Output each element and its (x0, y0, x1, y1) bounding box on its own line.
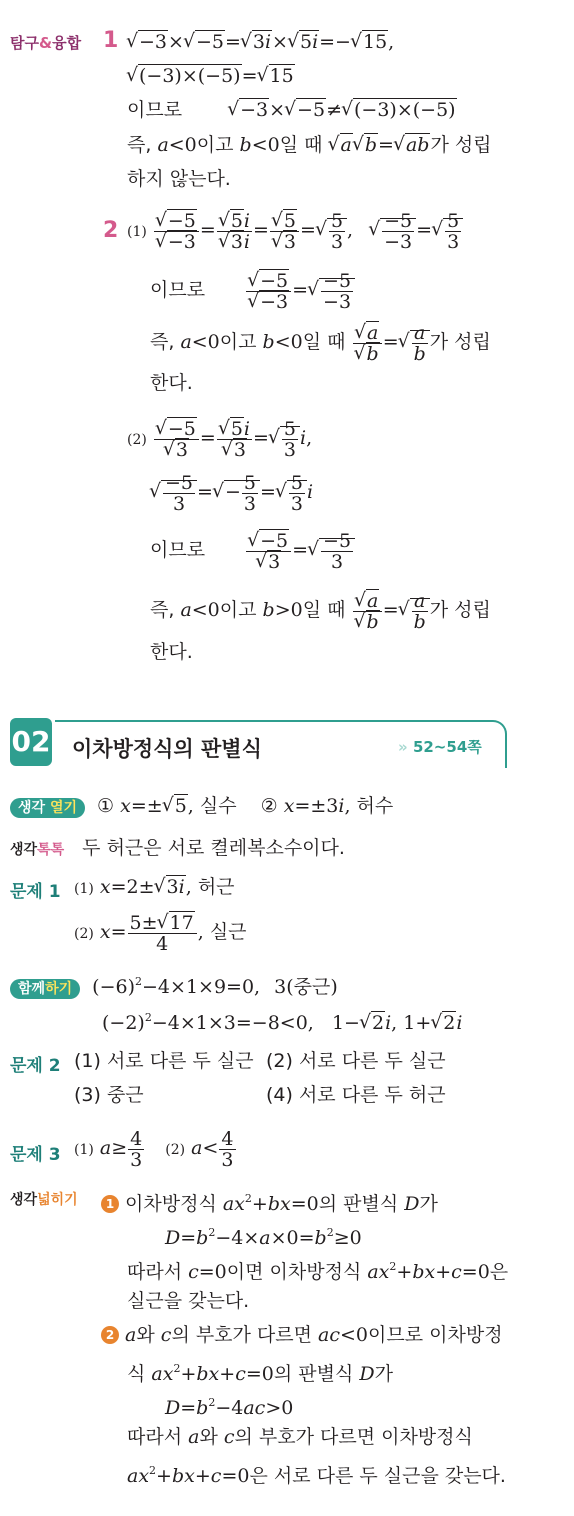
tw-b2-t4: 식 (127, 1363, 152, 1385)
tw-b1-line-1: 1 이차방정식 $ax^2+bx=0$의 판별식 D가 (101, 1187, 438, 1216)
tw-b2-line-2: 식 $ax^2+bx+c=0$의 판별식 D가 (127, 1362, 393, 1385)
think-tok-row (10, 833, 345, 860)
p2-2-so: 즉, (150, 599, 181, 621)
p1-line-5 (127, 167, 231, 191)
tw-b1-line-4 (127, 1289, 249, 1313)
p1-conclusion-b: 이고 (196, 134, 240, 156)
tw-b2-t8: 와 (199, 1426, 224, 1448)
together-badge: 함께하기 (10, 979, 80, 999)
p2-1-therefore: 이므로 (150, 279, 206, 301)
tw-b1-t1: 이차방정식 (125, 1193, 223, 1215)
think-open-badge: 생각 열기 (10, 798, 85, 818)
q3-p2: (2) (165, 1142, 186, 1158)
tw-b2-line-5: $ax^2+bx+c=0$은 서로 다른 두 실근을 갖는다. (127, 1464, 506, 1487)
think-open-item2: 허수 (356, 795, 394, 817)
chevron-right-icon: » (398, 738, 408, 756)
q2-label: 문제 2 (10, 1056, 61, 1076)
q1-p1: (1) (74, 881, 94, 897)
tw-b2-line-3: $D=b^2-4ac>0$ (165, 1396, 294, 1419)
number-1-badge-icon: 1 (101, 1195, 119, 1213)
q1-p2-kind: 실근 (209, 921, 247, 943)
problem-2-number: 2 (103, 218, 119, 243)
q1-p2: (2) (74, 926, 94, 942)
problem-1-number: 1 (103, 28, 119, 53)
p2-part2-label: (2) (127, 432, 147, 448)
tag-prefix: 탐구 (10, 34, 39, 52)
p2-1-line-3: 즉, a<0이고 b<0일 때 √ a √ b = √ $\frac{a}{b}$ 가 성립 (150, 322, 491, 364)
think-wide-label-b: 넓히기 (37, 1192, 78, 1208)
p2-1-and: 이고 (219, 331, 263, 353)
p2-2-hold: 가 성립 (429, 599, 491, 621)
q3-label: 문제 3 (10, 1145, 61, 1165)
section-tag (10, 32, 81, 53)
tw-b1-t6: 은 (489, 1261, 509, 1283)
think-wide-label-a: 생각 (10, 1192, 38, 1208)
think-wide-label (10, 1189, 78, 1209)
section-pages (398, 736, 482, 757)
section-pages-text: 52~54쪽 (412, 738, 482, 756)
tw-b1-line-3: 따라서 c=0이면 이차방정식 $ax^2+bx+c=0$은 (127, 1260, 509, 1283)
together-row: 함께하기 $(-6)^2-4\times 1\times 9=0$, 3(중근) (10, 972, 338, 999)
think-tok-text: 두 허근은 서로 켤레복소수이다. (82, 837, 345, 859)
q2-a1: (1) 서로 다른 두 실근 (74, 1050, 254, 1072)
think-open-row: 생각 열기 ① x=±√ 5, 실수 ② x=±3i, 허수 (10, 791, 393, 818)
tw-b2-t9: 의 부호가 다르면 이차방정식 (234, 1426, 473, 1448)
q1-label: 문제 1 (10, 882, 61, 902)
p1-conclusion-c: 일 때 (279, 134, 329, 156)
think-open-item1: 실수 (199, 795, 237, 817)
p2-2-therefore: 이므로 (150, 539, 206, 561)
p2-2-line-1: (2) √ −5 √ 3 = √ 5i √ 3 = √ $\frac{5}{3}$ i, (127, 418, 312, 460)
q1-p1-kind: 허근 (197, 876, 235, 898)
p2-1-line-1: (1) √ −5 √ −3 = √ 5i √ 3i = √ 5 √ 3 = √ $\frac{5}{3}$ , √ $\frac{-5}{-3}$ = √ $\frac{5}{3}$ (127, 210, 463, 252)
p2-1-hold: 가 성립 (429, 331, 491, 353)
tw-b1-line-2: $D=b^2-4\times a\times 0=b^2\ge 0$ (165, 1226, 362, 1249)
together-double-root: 3(중근) (274, 976, 338, 998)
tag-amp: & (38, 34, 53, 52)
p2-part1-label: (1) (127, 224, 147, 240)
think-tok-label-b: 톡톡 (37, 842, 65, 858)
tw-b2-t2: 의 부호가 다르면 (171, 1324, 319, 1346)
section-number: 02 (10, 718, 52, 766)
q2-a4: (4) 서로 다른 두 허근 (266, 1084, 446, 1106)
p2-2-when: 일 때 (302, 599, 352, 621)
p2-2-end: 한다. (150, 641, 193, 663)
p2-2-line-3: 이므로 √ −5 √ 3 = √ $\frac{-5}{3}$ (150, 530, 355, 572)
q2-a2: (2) 서로 다른 두 실근 (266, 1050, 446, 1072)
p1-conclusion-e: 하지 않는다. (127, 168, 231, 190)
q2-a3: (3) 중근 (74, 1084, 144, 1106)
p1-line-1: √ −3×√ −5=√ 3i×√ 5i=−√ 15, (127, 30, 394, 54)
tw-b1-t7: 실근을 갖는다. (127, 1290, 250, 1312)
tw-b2-t5: 의 판별식 (273, 1363, 360, 1385)
tw-b2-t6: 가 (374, 1363, 393, 1385)
q1-line-1: (1) x=2±√ 3i, 허근 (74, 875, 235, 901)
p2-1-end: 한다. (150, 372, 193, 394)
p2-2-line-2: √ $\frac{-5}{3}$ =√ − $\frac{5}{3}$ = √ $\frac{5}{3}$ i (150, 472, 313, 514)
tw-b2-line-1: 2 a와 c의 부호가 다르면 ac<0이므로 이차방정 (101, 1323, 503, 1347)
number-2-badge-icon: 2 (101, 1326, 119, 1344)
p2-2-and: 이고 (219, 599, 263, 621)
p2-1-line-2: 이므로 √ −5 √ −3 = √ $\frac{-5}{-3}$ (150, 270, 355, 312)
p2-2-line-4: 즉, a<0이고 b>0일 때 √ a √ b = √ $\frac{a}{b}$ 가 성립 (150, 590, 491, 632)
think-tok-label-a: 생각 (10, 842, 38, 858)
tw-b1-t4: 따라서 (127, 1261, 189, 1283)
tw-b1-t5: 이면 이차방정식 (226, 1261, 368, 1283)
p2-1-line-4 (150, 371, 193, 395)
tw-b2-t1: 와 (136, 1324, 161, 1346)
tw-b2-t7: 따라서 (127, 1426, 189, 1448)
tw-b1-t3: 가 (419, 1193, 438, 1215)
q1-line-2: (2) x= $\frac{5\pm√ 17}{4}$ , 실근 (74, 912, 247, 954)
q3-p1: (1) (74, 1142, 94, 1158)
p2-1-when: 일 때 (302, 331, 352, 353)
tw-b2-t3: 이므로 이차방정 (368, 1324, 503, 1346)
q3-line: (1) a≥ $\frac{4}{3}$ (2) a< $\frac{4}{3}$ (74, 1127, 234, 1171)
p1-line-3: 이므로 √ −3×√ −5≠√ (−3)×(−5) (127, 98, 457, 122)
tw-b2-t10: 은 서로 다른 두 실근을 갖는다. (249, 1465, 506, 1487)
tw-b1-t2: 의 판별식 (318, 1193, 405, 1215)
p1-conclusion-a: 즉, (127, 134, 158, 156)
section-title: 이차방정식의 판별식 (72, 737, 262, 761)
p2-2-line-5 (150, 640, 193, 664)
together-line-2: $(-2)^2-4\times 1\times 3=-8<0$, 1−√ 2i, 1+√ 2i (102, 1006, 462, 1035)
p1-line-2: √ (−3)×(−5)=√ 15 (127, 64, 295, 88)
p1-line-4: 즉, a<0이고 b<0일 때 √ a√ b=√ ab가 성립 (127, 133, 492, 157)
tw-b2-line-4: 따라서 a와 c의 부호가 다르면 이차방정식 (127, 1426, 473, 1448)
p1-conclusion-d: 가 성립 (430, 134, 492, 156)
p1-therefore: 이므로 (127, 99, 183, 121)
tag-suffix: 융합 (52, 34, 82, 52)
p2-1-so: 즉, (150, 331, 181, 353)
